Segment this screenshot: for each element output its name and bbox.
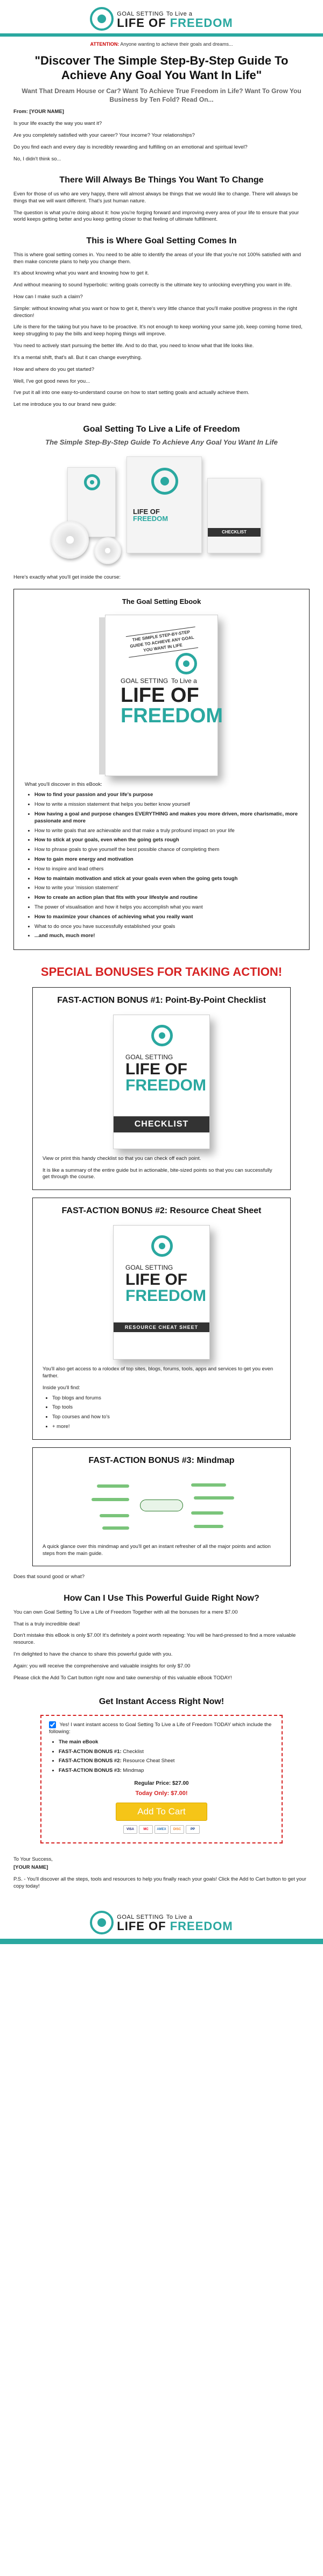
section2-para: And without meaning to sound hyperbolic: writing goals correctly is the ultimate key to unlocking everything you want in life. — [13, 282, 292, 288]
footer-logo-text — [117, 1912, 233, 1932]
closing-para: Again: you will receive the comprehensive and valuable insights for only $7.00 — [13, 1663, 191, 1669]
logo-line1-small: To Live a — [166, 10, 193, 17]
order-box — [40, 1715, 283, 1843]
order-item-rest: Resource Cheat Sheet — [121, 1758, 175, 1764]
section2-para: It's a mental shift, that's all. But it can change everything. — [13, 354, 142, 361]
list-item: • How to create an action plan that fits with your lifestyle and routine — [34, 895, 298, 902]
list-item: • How to find your passion and your life's purpose — [34, 792, 298, 799]
bonus2-para: You'll also get access to a rolodex of top sites, blogs, forums, tools, apps and services to get you even farther. — [43, 1366, 273, 1379]
order-checkbox[interactable] — [49, 1721, 56, 1728]
bonus1-para: View or print this handy checklist so that you can check off each point. — [43, 1155, 201, 1162]
cover-line2a: LIFE OF — [125, 1060, 187, 1078]
bonus2-list — [43, 1395, 280, 1431]
order-item-rest: Checklist — [121, 1748, 144, 1755]
footer-logo-line1-small: To Live a — [166, 1914, 193, 1921]
mindmap-node — [92, 1498, 129, 1501]
order-title: Get Instant Access Right Now! — [99, 1697, 224, 1706]
signoff-line1: To Your Success, — [13, 1856, 53, 1863]
mindmap-image — [81, 1474, 242, 1538]
list-item: • ...and much, much more! — [34, 933, 298, 940]
discover-card-icon: DISC — [170, 1825, 184, 1834]
cover-line2a: LIFE OF — [125, 1271, 187, 1289]
list-item: • How having a goal and purpose changes EVERYTHING and makes you more driven, more charismatic, more passionate and more — [34, 811, 298, 825]
closing-para: You can own Goal Setting To Live a Life of Freedom Together with all the bonuses for a mere $7.00 — [13, 1609, 238, 1615]
intro-para: Is your life exactly the way you want it? — [13, 121, 102, 127]
logo-line1: GOAL SETTING — [117, 10, 164, 17]
list-item: • How to write a mission statement that helps you better know yourself — [34, 801, 298, 808]
logo-text — [117, 9, 233, 29]
attention-line — [13, 37, 310, 51]
intro-from: From: [YOUR NAME] — [13, 109, 64, 115]
list-item: • + more! — [52, 1424, 280, 1431]
bundle-box-right — [207, 478, 261, 553]
list-item: • How to write goals that are achievable and that make a truly profound impact on your life — [34, 828, 298, 835]
section1-para: The question is what you're doing about it: how you're forging forward and improving every area of your life to ensure that your world keeps getting better and you keep getting closer to that feeling of ultimate fulfillment. — [13, 209, 299, 223]
site-header — [0, 0, 323, 33]
order-item-label: The main eBook — [59, 1739, 99, 1745]
order-checkbox-row[interactable] — [49, 1721, 274, 1736]
target-icon — [151, 1235, 173, 1257]
bonus1-cover — [113, 1015, 210, 1149]
ebook-cover — [105, 615, 223, 776]
ebook-spine — [99, 617, 106, 775]
regular-price: Regular Price: $27.00 — [134, 1780, 189, 1787]
order-item-label: FAST-ACTION BONUS #1: — [59, 1748, 122, 1755]
mindmap-node — [97, 1484, 129, 1488]
mindmap-node — [102, 1526, 129, 1530]
intro — [13, 109, 310, 163]
section2-para: I've put it all into one easy-to-understand course on how to start setting goals and actually achieve them. — [13, 390, 250, 396]
closing-question: Does that sound good or what? — [13, 1574, 85, 1580]
ebook-lead: What you'll discover in this eBook: — [25, 782, 102, 788]
bonus1-panel — [32, 987, 291, 1190]
list-item: • How to inspire and lead others — [34, 866, 298, 873]
mindmap-node — [191, 1511, 223, 1515]
closing-para: I'm delighted to have the chance to share this powerful guide with you. — [13, 1651, 173, 1658]
section2-para: Life is there for the taking but you have to be proactive. It's not enough to keep working your same job, keep coming home tired, keep struggling to pay the bills and keep hoping things will improve. — [13, 324, 303, 337]
order-item-label: FAST-ACTION BONUS #3: — [59, 1768, 122, 1774]
list-item: • How to maximize your chances of achieving what you really want — [34, 914, 298, 921]
bundle-box-main — [127, 456, 202, 553]
cover-line2b: FREEDOM — [121, 705, 223, 728]
mindmap-center — [140, 1500, 183, 1511]
cheat-sheet-banner: RESOURCE CHEAT SHEET — [114, 1322, 209, 1332]
visa-card-icon: VISA — [123, 1825, 137, 1834]
target-icon — [151, 1025, 173, 1046]
section1-title: There Will Always Be Things You Want To Change — [59, 175, 264, 185]
target-icon — [151, 468, 178, 495]
target-icon — [84, 474, 100, 490]
cover-line1-small: To Live a — [171, 677, 197, 685]
cover-line1: GOAL SETTING — [121, 677, 168, 685]
cover-line1: GOAL SETTING — [125, 1053, 173, 1061]
add-to-cart-button[interactable]: Add To Cart — [116, 1803, 207, 1821]
intro-para: Are you completely satisfied with your career? Your income? Your relationships? — [13, 132, 195, 138]
footer-logo — [90, 1911, 233, 1934]
cover-line2a: LIFE OF — [121, 684, 199, 707]
footer-logo-line1: GOAL SETTING — [117, 1914, 164, 1921]
closing-para: Don't mistake this eBook is only $7.00! It's definitely a point worth repeating: You will be hard-pressed to find a more valuable resource. — [13, 1632, 296, 1646]
list-item: • Top blogs and forums — [52, 1395, 280, 1402]
order-checkbox-text: Yes! I want instant access to Goal Setting To Live a Life of Freedom TODAY which include the following: — [49, 1722, 272, 1735]
site-footer — [0, 1906, 323, 1939]
bonus3-para: A quick glance over this mindmap and you'll get an instant refresher of all the major points and action steps from the main guide. — [43, 1543, 271, 1557]
section2-para: Simple: without knowing what you want or how to get it, there's very little chance that you'll make positive progress in the right direction! — [13, 305, 297, 319]
ebook-cover-title — [121, 674, 223, 726]
today-price: Today Only: $7.00! — [135, 1790, 188, 1797]
subheadline: Want That Dream House or Car? Want To Achieve True Freedom in Life? Want To Grow You Business by Ten Fold? Read On... — [22, 87, 301, 104]
bonus3-title: FAST-ACTION BONUS #3: Mindmap — [88, 1455, 235, 1465]
payment-cards — [49, 1825, 274, 1834]
product-bundle-image — [46, 456, 277, 569]
closing-title: How Can I Use This Powerful Guide Right Now? — [64, 1594, 259, 1603]
mastercard-icon: MC — [139, 1825, 153, 1834]
section2-para: This is where goal setting comes in. You need to be able to identify the areas of your life that you're not 100% satisfied with and then make concrete plans to help you change them. — [13, 251, 301, 265]
intro-para: No, I didn't think so... — [13, 156, 61, 162]
ebook-feature-list — [25, 792, 298, 940]
section2-para: Well, I've got good news for you... — [13, 378, 90, 384]
list-item: • How to gain more energy and motivation — [34, 856, 298, 863]
section1-para: Even for those of us who are very happy, there will almost always be things that we would like to change. There will always be things that we will want different. That's just human nature. — [13, 191, 298, 204]
list-item: • What to do once you have successfully established your goals — [34, 924, 298, 931]
list-item: • Top tools — [52, 1404, 280, 1411]
bonus1-cover-title — [125, 1053, 206, 1094]
footer-logo-line2b: FREEDOM — [170, 1919, 233, 1933]
order-item-label: FAST-ACTION BONUS #2: — [59, 1758, 122, 1764]
ebook-panel-title: The Goal Setting Ebook — [122, 597, 201, 606]
order-item — [59, 1739, 274, 1746]
brand-logo — [90, 7, 233, 31]
attention-label: ATTENTION: — [90, 41, 120, 47]
bundle-disc — [94, 537, 121, 564]
section2-para: You need to actively start pursuing the better life. And to do that, you need to know what that life looks like. — [13, 343, 254, 349]
headline: "Discover The Simple Step-By-Step Guide To Achieve Any Goal You Want In Life" — [34, 54, 289, 82]
ebook-tag: THE SIMPLE STEP-BY-STEP GUIDE TO ACHIEVE ANY GOAL YOU WANT IN LIFE — [126, 627, 198, 658]
logo-line2a: LIFE OF — [117, 16, 166, 30]
bundle-checklist-banner: CHECKLIST — [208, 528, 261, 537]
list-item: • Top courses and how to's — [52, 1414, 280, 1421]
cover-line2b: FREEDOM — [125, 1076, 206, 1094]
target-icon — [90, 1911, 114, 1934]
list-item: • How to maintain motivation and stick at your goals even when the going gets tough — [34, 876, 298, 883]
mindmap-node — [194, 1525, 223, 1528]
closing-para: Please click the Add To Cart button right now and take ownership of this valuable eBook TODAY! — [13, 1674, 232, 1681]
list-item: • How to stick at your goals, even when the going gets rough — [34, 837, 298, 844]
product-title: Goal Setting To Live a Life of Freedom — [83, 424, 240, 434]
bonus2-cover-title — [125, 1263, 206, 1304]
section2-title: This is Where Goal Setting Comes In — [86, 236, 237, 246]
signoff-line2: [YOUR NAME] — [13, 1864, 48, 1871]
bundle-box-title: LIFE OF FREEDOM — [133, 508, 168, 523]
footer-accent-bar — [0, 1939, 323, 1944]
section2-para: It's about knowing what you want and knowing how to get it. — [13, 270, 149, 277]
attention-text: Anyone wanting to achieve their goals and dreams... — [120, 41, 233, 47]
order-item — [59, 1758, 274, 1765]
product-inside: Here's exactly what you'll get inside the course: — [13, 574, 121, 581]
product-subtitle: The Simple Step-By-Step Guide To Achieve Any Goal You Want In Life — [45, 438, 278, 446]
section2-para: Let me introduce you to our brand new guide: — [13, 402, 117, 408]
mindmap-node — [194, 1496, 234, 1500]
bundle-disc — [51, 521, 89, 559]
bonus2-para: Inside you'll find: — [43, 1384, 80, 1391]
bonus2-cover — [113, 1225, 210, 1360]
order-items — [49, 1739, 274, 1775]
amex-card-icon: AMEX — [155, 1825, 168, 1834]
section2-para: How and where do you get started? — [13, 366, 94, 372]
order-item — [59, 1768, 274, 1775]
main-content — [0, 37, 323, 1890]
target-icon — [175, 653, 197, 674]
footer-logo-line2a: LIFE OF — [117, 1919, 166, 1933]
bonus2-title: FAST-ACTION BONUS #2: Resource Cheat Sheet — [61, 1206, 262, 1216]
ebook-panel — [13, 589, 310, 950]
bonus1-para: It is like a summary of the entire guide but in actionable, bite-sized points so that you can successfully get through the course. — [43, 1167, 272, 1180]
intro-para: Do you find each and every day is incredibly rewarding and fulfilling on an emotional and spiritual level? — [13, 144, 248, 150]
bonus2-panel — [32, 1198, 291, 1440]
cover-line2b: FREEDOM — [125, 1287, 206, 1305]
order-item — [59, 1749, 274, 1756]
logo-line2b: FREEDOM — [170, 16, 233, 30]
signoff-ps: P.S. - You'll discover all the steps, tools and resources to help you finally reach your goals! Click the Add to Cart button to get your copy today! — [13, 1876, 306, 1889]
mindmap-node — [191, 1483, 226, 1487]
target-icon — [90, 7, 114, 31]
section2-para: How can I make such a claim? — [13, 294, 83, 300]
closing-para: That is a truly incredible deal! — [13, 1621, 80, 1627]
order-item-rest: Mindmap — [121, 1768, 144, 1774]
special-bonuses-title: SPECIAL BONUSES FOR TAKING ACTION! — [40, 965, 283, 979]
mindmap-node — [100, 1514, 129, 1517]
cover-line1: GOAL SETTING — [125, 1264, 173, 1272]
paypal-icon: PP — [186, 1825, 200, 1834]
bonus3-panel — [32, 1447, 291, 1567]
list-item: • How to write your 'mission statement' — [34, 885, 298, 892]
bonus1-title: FAST-ACTION BONUS #1: Point-By-Point Checklist — [57, 995, 266, 1005]
list-item: • The power of visualisation and how it helps you accomplish what you want — [34, 904, 298, 911]
checklist-banner: CHECKLIST — [114, 1116, 209, 1132]
list-item: • How to phrase goals to give yourself the best possible chance of completing them — [34, 847, 298, 854]
